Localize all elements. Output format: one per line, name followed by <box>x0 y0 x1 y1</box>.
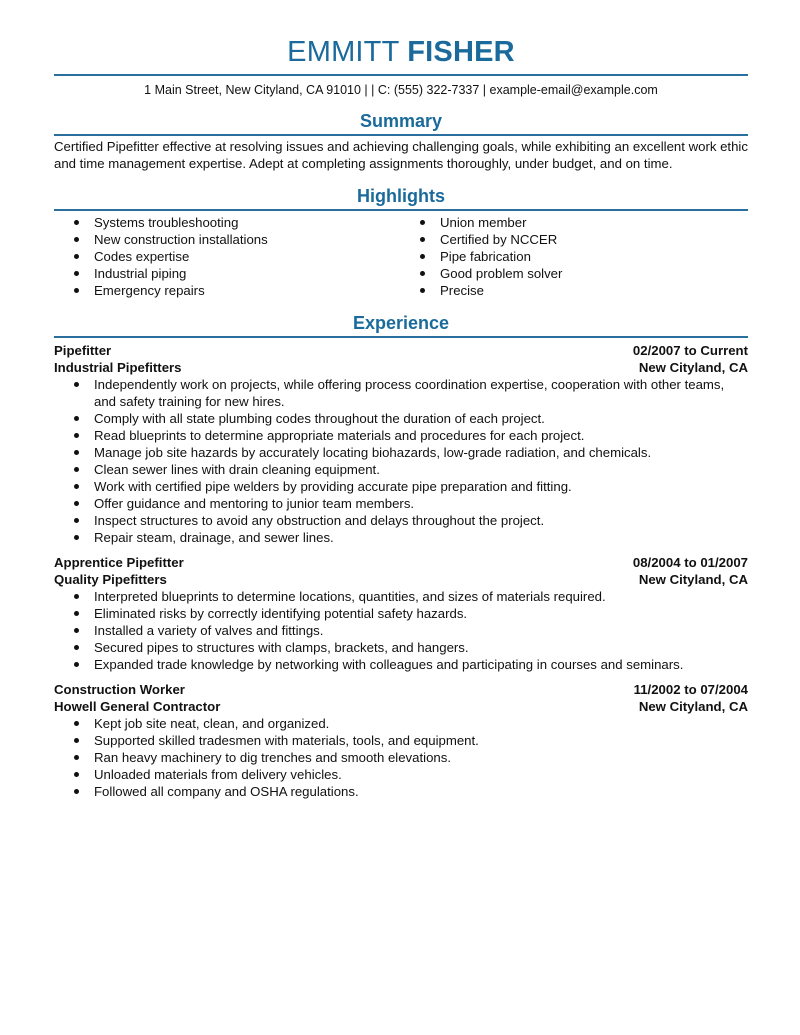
highlight-item: Pipe fabrication <box>401 248 748 265</box>
job-title: Construction Worker <box>54 682 185 697</box>
job-dates: 08/2004 to 01/2007 <box>632 555 748 570</box>
job-bullet: Read blueprints to determine appropriate materials and procedures for each project. <box>54 427 748 444</box>
highlights-list <box>54 214 748 299</box>
job-bullet: Clean sewer lines with drain cleaning equipment. <box>54 461 748 478</box>
job-bullet: Interpreted blueprints to determine locations, quantities, and sizes of materials required. <box>54 588 748 605</box>
highlights-right-column <box>401 214 748 299</box>
experience-list <box>54 342 748 800</box>
job-bullet: Ran heavy machinery to dig trenches and smooth elevations. <box>54 749 748 766</box>
job-bullet: Comply with all state plumbing codes throughout the duration of each project. <box>54 410 748 427</box>
job-bullet: Independently work on projects, while offering process coordination expertise, cooperation with other teams, and safety training for new hires. <box>54 376 748 410</box>
job-entry <box>54 342 748 546</box>
last-name: FISHER <box>407 36 515 68</box>
highlights-heading: Highlights <box>357 186 445 206</box>
highlight-item: Precise <box>401 282 748 299</box>
job-bullet: Secured pipes to structures with clamps, brackets, and hangers. <box>54 639 748 656</box>
job-company: Howell General Contractor <box>54 699 221 714</box>
highlight-item: Union member <box>401 214 748 231</box>
job-bullet: Installed a variety of valves and fittings. <box>54 622 748 639</box>
summary-heading: Summary <box>359 111 443 131</box>
job-bullets <box>54 715 748 800</box>
highlights-divider <box>54 209 748 211</box>
highlight-item: Emergency repairs <box>54 282 401 299</box>
job-bullet: Offer guidance and mentoring to junior team members. <box>54 495 748 512</box>
job-title: Apprentice Pipefitter <box>54 555 184 570</box>
job-bullet: Unloaded materials from delivery vehicles. <box>54 766 748 783</box>
experience-heading: Experience <box>352 313 450 333</box>
job-entry <box>54 554 748 673</box>
candidate-name <box>54 36 748 68</box>
job-company: Industrial Pipefitters <box>54 360 182 375</box>
job-dates: 11/2002 to 07/2004 <box>633 682 748 697</box>
job-bullets <box>54 376 748 546</box>
job-bullet: Work with certified pipe welders by providing accurate pipe preparation and fitting. <box>54 478 748 495</box>
job-bullet: Expanded trade knowledge by networking with colleagues and participating in courses and seminars. <box>54 656 748 673</box>
summary-text: Certified Pipefitter effective at resolving issues and achieving challenging goals, while exhibiting an excellent work ethic and time management expertise. Adept at completing assignments thoroughly, under budget, and on time. <box>54 139 748 171</box>
contact-info: 1 Main Street, New Cityland, CA 91010 | | C: (555) 322-7337 | example-email@example.com <box>144 83 658 97</box>
highlight-item: Certified by NCCER <box>401 231 748 248</box>
job-entry <box>54 681 748 800</box>
highlight-item: Good problem solver <box>401 265 748 282</box>
job-location: New Cityland, CA <box>638 572 748 587</box>
job-bullet: Supported skilled tradesmen with materials, tools, and equipment. <box>54 732 748 749</box>
job-bullets <box>54 588 748 673</box>
experience-divider <box>54 336 748 338</box>
highlight-item: Systems troubleshooting <box>54 214 401 231</box>
highlight-item: Codes expertise <box>54 248 401 265</box>
first-name: EMMITT <box>287 36 399 68</box>
highlight-item: Industrial piping <box>54 265 401 282</box>
highlights-left-column <box>54 214 401 299</box>
job-dates: 02/2007 to Current <box>632 343 748 358</box>
header-divider <box>54 74 748 76</box>
job-bullet: Kept job site neat, clean, and organized. <box>54 715 748 732</box>
job-bullet: Manage job site hazards by accurately locating biohazards, low-grade radiation, and chemicals. <box>54 444 748 461</box>
job-location: New Cityland, CA <box>638 699 748 714</box>
job-bullet: Inspect structures to avoid any obstruction and delays throughout the project. <box>54 512 748 529</box>
job-bullet: Eliminated risks by correctly identifying potential safety hazards. <box>54 605 748 622</box>
job-bullet: Followed all company and OSHA regulations. <box>54 783 748 800</box>
job-location: New Cityland, CA <box>638 360 748 375</box>
job-company: Quality Pipefitters <box>54 572 167 587</box>
job-bullet: Repair steam, drainage, and sewer lines. <box>54 529 748 546</box>
job-title: Pipefitter <box>54 343 112 358</box>
resume-page <box>54 0 748 800</box>
highlight-item: New construction installations <box>54 231 401 248</box>
summary-divider <box>54 134 748 136</box>
